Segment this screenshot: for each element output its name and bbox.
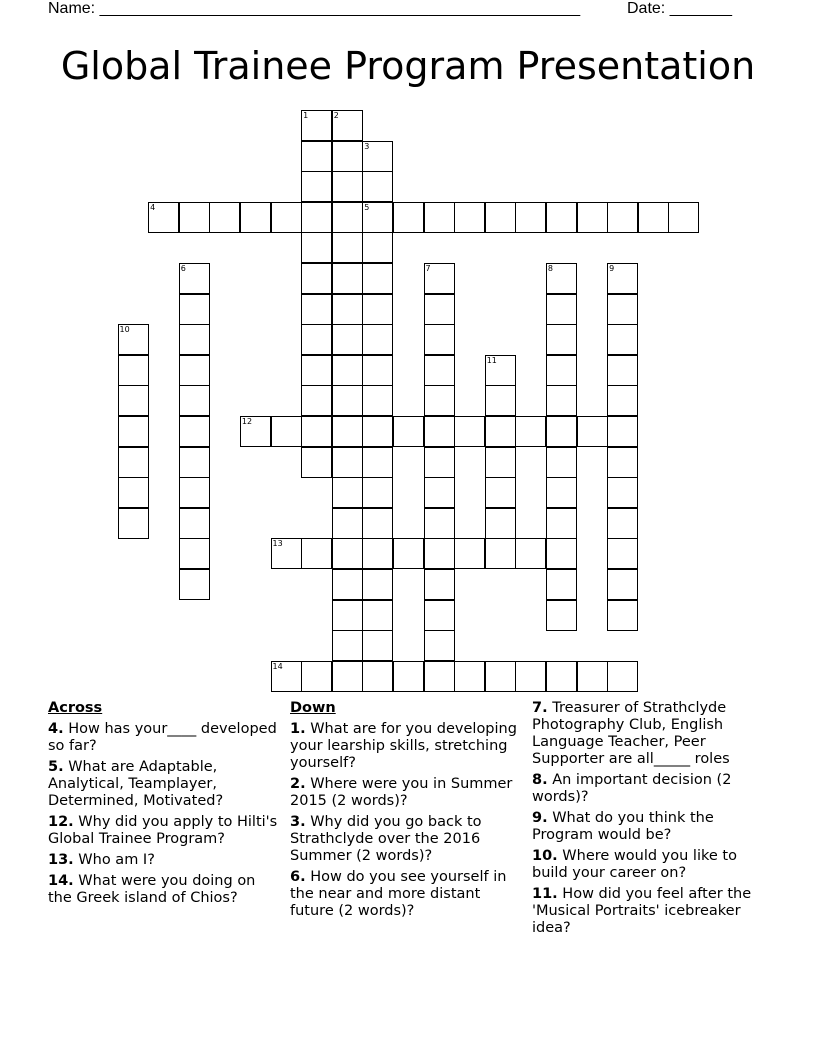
clue-number: 10	[119, 325, 130, 335]
clue	[532, 848, 772, 882]
grid-cell[interactable]	[362, 294, 393, 325]
grid-cell[interactable]	[546, 202, 577, 233]
date-label: Date: _______	[627, 0, 732, 17]
grid-cell[interactable]	[424, 508, 455, 539]
grid-cell[interactable]	[485, 202, 516, 233]
grid-cell[interactable]	[179, 538, 210, 569]
grid-cell[interactable]	[301, 202, 332, 233]
grid-cell[interactable]	[301, 232, 332, 263]
grid-cell[interactable]	[332, 171, 363, 202]
clue-number-label: 11.	[532, 886, 558, 902]
clue-text: Why did you apply to Hilti's Global Trainee Program?	[48, 814, 278, 847]
grid-cell[interactable]	[424, 661, 455, 692]
clue-number-label: 12.	[48, 814, 74, 830]
grid-cell[interactable]	[301, 294, 332, 325]
grid-cell[interactable]	[362, 324, 393, 355]
grid-cell[interactable]	[424, 569, 455, 600]
grid-cell[interactable]	[332, 569, 363, 600]
grid-cell[interactable]	[332, 416, 363, 447]
grid-cell[interactable]	[332, 263, 363, 294]
clue	[48, 873, 278, 907]
grid-cell[interactable]	[362, 477, 393, 508]
grid-cell[interactable]	[546, 538, 577, 569]
grid-cell[interactable]	[179, 447, 210, 478]
grid-cell[interactable]	[393, 416, 424, 447]
grid-cell[interactable]	[546, 661, 577, 692]
grid-cell[interactable]	[546, 324, 577, 355]
clue	[532, 886, 772, 937]
grid-cell[interactable]	[607, 477, 638, 508]
grid-cell[interactable]	[424, 600, 455, 631]
grid-cell[interactable]	[546, 355, 577, 386]
grid-cell[interactable]	[179, 416, 210, 447]
grid-cell[interactable]	[179, 477, 210, 508]
clue-number-label: 7.	[532, 700, 548, 716]
grid-cell[interactable]	[332, 477, 363, 508]
clue	[48, 814, 278, 848]
grid-cell[interactable]	[301, 538, 332, 569]
grid-cell[interactable]	[332, 385, 363, 416]
grid-cell[interactable]	[485, 508, 516, 539]
grid-cell[interactable]	[362, 232, 393, 263]
grid-cell[interactable]	[332, 661, 363, 692]
grid-cell[interactable]	[332, 141, 363, 172]
grid-cell[interactable]	[424, 538, 455, 569]
grid-cell[interactable]	[118, 447, 149, 478]
grid-cell[interactable]	[607, 294, 638, 325]
grid-cell[interactable]	[546, 385, 577, 416]
grid-cell[interactable]	[607, 385, 638, 416]
grid-cell[interactable]	[546, 447, 577, 478]
grid-cell[interactable]	[485, 385, 516, 416]
grid-cell[interactable]	[362, 171, 393, 202]
clue-text: Where were you in Summer 2015 (2 words)?	[290, 776, 513, 809]
grid-cell[interactable]	[424, 416, 455, 447]
clue-text: Who am I?	[73, 852, 155, 868]
grid-cell[interactable]	[118, 385, 149, 416]
clue	[48, 721, 278, 755]
clue-number-label: 3.	[290, 814, 306, 830]
grid-cell[interactable]	[515, 661, 546, 692]
grid-cell[interactable]	[454, 416, 485, 447]
grid-cell[interactable]	[546, 294, 577, 325]
grid-cell[interactable]	[607, 324, 638, 355]
across-clues	[48, 700, 278, 911]
grid-cell[interactable]	[301, 385, 332, 416]
grid-cell[interactable]	[362, 600, 393, 631]
grid-cell[interactable]	[607, 202, 638, 233]
clue-text: How has your____ developed so far?	[48, 721, 277, 754]
grid-cell[interactable]	[515, 202, 546, 233]
clue-number: 3	[364, 141, 370, 151]
grid-cell[interactable]	[118, 477, 149, 508]
grid-cell[interactable]	[332, 600, 363, 631]
clue-number-label: 1.	[290, 721, 306, 737]
clue-text: Where would you like to build your career on?	[532, 848, 737, 881]
grid-cell[interactable]	[332, 294, 363, 325]
grid-cell[interactable]	[179, 324, 210, 355]
grid-cell[interactable]	[424, 294, 455, 325]
grid-cell[interactable]	[118, 416, 149, 447]
grid-cell[interactable]	[515, 538, 546, 569]
clue-number: 2	[333, 111, 339, 120]
grid-cell[interactable]	[577, 416, 608, 447]
grid-cell[interactable]	[179, 385, 210, 416]
clue-number: 14	[272, 661, 283, 671]
grid-cell[interactable]	[485, 477, 516, 508]
grid-cell[interactable]	[271, 416, 302, 447]
grid-cell[interactable]	[454, 661, 485, 692]
clue-text: Why did you go back to Strathclyde over the 2016 Summer (2 words)?	[290, 814, 482, 864]
grid-cell[interactable]	[607, 355, 638, 386]
clue-number-label: 13.	[48, 852, 74, 868]
grid-cell[interactable]	[301, 661, 332, 692]
clue-number-label: 14.	[48, 873, 74, 889]
grid-cell[interactable]	[362, 447, 393, 478]
grid-cell[interactable]	[424, 385, 455, 416]
grid-cell[interactable]	[179, 294, 210, 325]
clue-number: 8	[547, 264, 553, 273]
grid-cell[interactable]	[485, 416, 516, 447]
clue	[290, 869, 522, 920]
grid-cell[interactable]	[301, 416, 332, 447]
clue-number: 9	[609, 264, 615, 273]
clue-text: What were you doing on the Greek island of Chios?	[48, 873, 256, 906]
grid-cell[interactable]	[301, 141, 332, 172]
grid-cell[interactable]	[301, 355, 332, 386]
name-label: Name: ______________________________________________________	[48, 0, 581, 17]
clue-text: How do you see yourself in the near and more distant future (2 words)?	[290, 869, 507, 919]
down-clues	[290, 700, 522, 924]
clue-text: What are Adaptable, Analytical, Teamplayer, Determined, Motivated?	[48, 759, 224, 809]
grid-cell[interactable]	[179, 202, 210, 233]
grid-cell[interactable]	[332, 630, 363, 661]
clue	[532, 772, 772, 806]
grid-cell[interactable]	[332, 202, 363, 233]
clue-number: 13	[272, 539, 283, 549]
grid-cell[interactable]	[362, 263, 393, 294]
grid-cell[interactable]	[332, 508, 363, 539]
grid-cell[interactable]	[607, 661, 638, 692]
grid-cell[interactable]	[332, 324, 363, 355]
grid-cell[interactable]	[362, 569, 393, 600]
clue	[48, 759, 278, 810]
grid-cell[interactable]	[485, 538, 516, 569]
clue-number: 12	[241, 417, 253, 426]
grid-cell[interactable]	[607, 600, 638, 631]
clue-number-label: 2.	[290, 776, 306, 792]
down-heading: Down	[290, 700, 336, 716]
grid-cell[interactable]	[424, 477, 455, 508]
grid-cell[interactable]	[546, 416, 577, 447]
grid-cell[interactable]	[240, 202, 271, 233]
grid-cell[interactable]	[607, 569, 638, 600]
grid-cell[interactable]	[301, 263, 332, 294]
grid-cell[interactable]	[332, 232, 363, 263]
grid-cell[interactable]	[301, 447, 332, 478]
clue	[48, 852, 278, 869]
grid-cell[interactable]	[332, 355, 363, 386]
grid-cell[interactable]	[546, 600, 577, 631]
grid-cell[interactable]	[332, 538, 363, 569]
clue-number-label: 4.	[48, 721, 64, 737]
clue-number: 5	[364, 202, 370, 212]
clue	[290, 776, 522, 810]
grid-cell[interactable]	[179, 508, 210, 539]
grid-cell[interactable]	[424, 202, 455, 233]
grid-cell[interactable]	[362, 355, 393, 386]
clue-number-label: 10.	[532, 848, 558, 864]
grid-cell[interactable]	[424, 355, 455, 386]
grid-cell[interactable]	[577, 202, 608, 233]
grid-cell[interactable]	[332, 447, 363, 478]
clue-number: 4	[150, 202, 156, 212]
clue	[290, 814, 522, 865]
clue-number: 7	[425, 264, 431, 273]
grid-cell[interactable]	[271, 202, 302, 233]
clue-text: Treasurer of Strathclyde Photography Club, English Language Teacher, Peer Supporter are all_____ roles	[532, 700, 730, 767]
down-clues-continued	[532, 700, 772, 941]
grid-cell[interactable]	[362, 385, 393, 416]
clue	[290, 721, 522, 772]
grid-cell[interactable]	[301, 324, 332, 355]
grid-cell[interactable]	[607, 538, 638, 569]
grid-cell[interactable]	[424, 447, 455, 478]
grid-cell[interactable]	[607, 508, 638, 539]
grid-cell[interactable]	[179, 569, 210, 600]
clue	[532, 810, 772, 844]
grid-cell[interactable]	[607, 416, 638, 447]
grid-cell[interactable]	[362, 538, 393, 569]
clue-text: What do you think the Program would be?	[532, 810, 714, 843]
clue-text: What are for you developing your learship skills, stretching yourself?	[290, 721, 517, 771]
grid-cell[interactable]	[393, 661, 424, 692]
clue-text: An important decision (2 words)?	[532, 772, 732, 805]
clue-number-label: 5.	[48, 759, 64, 775]
clue-number-label: 9.	[532, 810, 548, 826]
clue-number-label: 8.	[532, 772, 548, 788]
clue-number: 6	[180, 264, 186, 273]
clue-number-label: 6.	[290, 869, 306, 885]
grid-cell[interactable]	[485, 661, 516, 692]
grid-cell[interactable]	[546, 508, 577, 539]
grid-cell[interactable]	[118, 508, 149, 539]
grid-cell[interactable]	[362, 508, 393, 539]
grid-cell[interactable]	[546, 477, 577, 508]
grid-cell[interactable]	[393, 202, 424, 233]
clue-text: How did you feel after the 'Musical Portraits' icebreaker idea?	[532, 886, 752, 936]
grid-cell[interactable]	[546, 569, 577, 600]
page-title: Global Trainee Program Presentation	[60, 44, 756, 88]
grid-cell[interactable]	[362, 661, 393, 692]
grid-cell[interactable]	[424, 630, 455, 661]
grid-cell[interactable]	[118, 355, 149, 386]
grid-cell[interactable]	[301, 171, 332, 202]
grid-cell[interactable]	[362, 416, 393, 447]
clue-number: 11	[486, 355, 497, 365]
grid-cell[interactable]	[638, 202, 669, 233]
grid-cell[interactable]	[179, 355, 210, 386]
grid-cell[interactable]	[209, 202, 240, 233]
grid-cell[interactable]	[454, 538, 485, 569]
across-heading: Across	[48, 700, 103, 716]
clue	[532, 700, 772, 768]
grid-cell[interactable]	[454, 202, 485, 233]
grid-cell[interactable]	[607, 447, 638, 478]
grid-cell[interactable]	[485, 447, 516, 478]
grid-cell[interactable]	[362, 630, 393, 661]
clue-number: 1	[303, 111, 309, 120]
grid-cell[interactable]	[668, 202, 699, 233]
grid-cell[interactable]	[515, 416, 546, 447]
grid-cell[interactable]	[424, 324, 455, 355]
grid-cell[interactable]	[577, 661, 608, 692]
grid-cell[interactable]	[393, 538, 424, 569]
